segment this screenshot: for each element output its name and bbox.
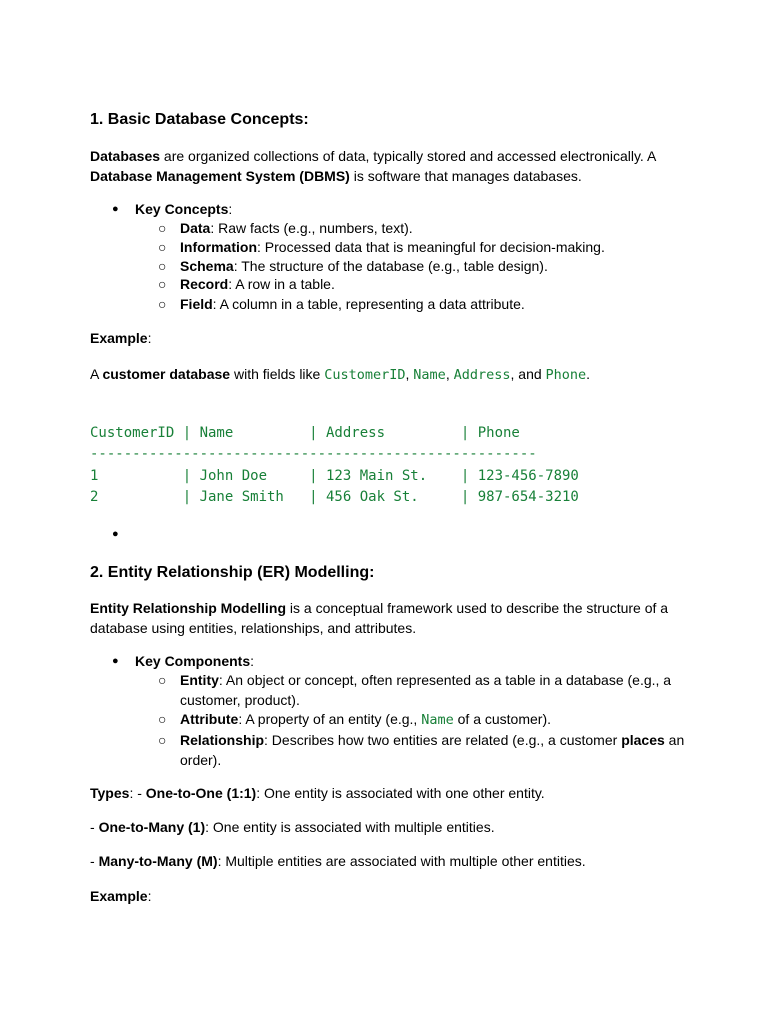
paragraph: [90, 852, 586, 872]
text: : An object or concept, often represented as a table in a database (e.g., a: [218, 672, 672, 688]
text: order).: [180, 751, 222, 768]
bold-term: Information: [180, 239, 257, 255]
bold-term: Key Components: [135, 653, 251, 669]
text: : A column in a table, representing a data attribute.: [212, 296, 525, 312]
list-item: Key Concepts:: [135, 201, 233, 217]
text: of a customer).: [453, 711, 551, 727]
bold-term: Database Management System (DBMS): [90, 167, 350, 184]
bold-term: Databases: [90, 148, 161, 164]
inline-code: Name: [421, 712, 454, 728]
list-item: Key Components:: [135, 653, 255, 669]
text: : One entity is associated with multiple entities.: [205, 819, 495, 835]
bold-term: Entity Relationship Modelling: [90, 600, 286, 616]
bold-term: Types: [90, 785, 130, 801]
text: are organized collections of data, typically stored and accessed electronically. A: [160, 148, 657, 164]
text: : -: [129, 785, 146, 801]
list-item: [180, 257, 548, 277]
text: database using entities, relationships, and attributes.: [90, 619, 417, 636]
bold-term: Example: [90, 330, 148, 346]
section-heading: 1. Basic Database Concepts:: [90, 111, 309, 128]
text: : One entity is associated with one other entity.: [256, 785, 545, 801]
list-item: [180, 671, 671, 710]
bold-term: Example: [90, 888, 148, 904]
bullet-icon: ●: [112, 655, 119, 667]
circle-bullet-icon: ○: [158, 711, 167, 727]
text: an: [664, 732, 685, 748]
bold-term: One-to-Many (1): [98, 819, 206, 835]
paragraph: [90, 784, 545, 804]
text: ,: [405, 366, 414, 382]
circle-bullet-icon: ○: [158, 672, 167, 688]
list-item: [180, 731, 684, 770]
text: : A row in a table.: [228, 276, 335, 292]
text: ,: [445, 366, 454, 382]
text: : Multiple entities are associated with multiple other entities.: [217, 853, 586, 869]
bold-term: Many-to-Many (M): [98, 853, 218, 869]
list-item: [180, 238, 605, 258]
inline-code: Address: [453, 367, 511, 383]
text: : A property of an entity (e.g.,: [238, 711, 422, 727]
bold-term: Relationship: [180, 732, 265, 748]
inline-code: CustomerID: [324, 367, 406, 383]
section-heading: 2. Entity Relationship (ER) Modelling:: [90, 564, 375, 581]
bold-term: One-to-One (1:1): [145, 785, 257, 801]
text: , and: [510, 366, 546, 382]
paragraph: [90, 599, 668, 638]
circle-bullet-icon: ○: [158, 220, 167, 236]
bold-term: Key Concepts: [135, 201, 229, 217]
bold-term: Schema: [180, 258, 234, 274]
bold-term: Attribute: [180, 711, 239, 727]
text: : Describes how two entities are related (e.g., a customer: [264, 732, 622, 748]
bullet-icon: ●: [112, 528, 119, 540]
inline-code: Name: [413, 367, 446, 383]
paragraph: [90, 147, 656, 186]
text: .: [586, 366, 591, 382]
bold-term: Field: [180, 296, 213, 312]
circle-bullet-icon: ○: [158, 276, 167, 292]
circle-bullet-icon: ○: [158, 239, 167, 255]
inline-code: Phone: [545, 367, 587, 383]
bold-term: Data: [180, 220, 211, 236]
list-item: [180, 275, 335, 295]
circle-bullet-icon: ○: [158, 258, 167, 274]
text: :: [147, 888, 152, 904]
bold-term: Record: [180, 276, 229, 292]
code-block: CustomerID | Name | Address | Phone ----------------------------------------------------- 1 | John Doe | 123 Main St. | 123-456-7890 2 | Jane Smith | 456 Oak St. | 987-654-3210: [90, 425, 579, 505]
example-label: Example:: [90, 330, 152, 346]
example-label: [90, 887, 151, 907]
text: : Raw facts (e.g., numbers, text).: [210, 220, 413, 236]
list-item: [180, 219, 413, 239]
list-item: [180, 710, 551, 731]
text: is software that manages databases.: [349, 167, 582, 184]
bold-term: customer database: [102, 366, 231, 382]
text: -: [90, 819, 99, 835]
text: : The structure of the database (e.g., table design).: [233, 258, 548, 274]
paragraph: [90, 818, 495, 838]
example-paragraph: [90, 365, 590, 386]
text: A: [90, 366, 103, 382]
text: with fields like: [230, 366, 325, 382]
text: : Processed data that is meaningful for decision-making.: [257, 239, 605, 255]
circle-bullet-icon: ○: [158, 296, 167, 312]
list-item: [180, 295, 525, 315]
text: customer, product).: [180, 691, 300, 708]
text: -: [90, 853, 99, 869]
bold-term: Entity: [180, 672, 219, 688]
bold-term: places: [621, 732, 665, 748]
circle-bullet-icon: ○: [158, 732, 167, 748]
bullet-icon: ●: [112, 203, 119, 215]
text: is a conceptual framework used to describe the structure of a: [286, 600, 669, 616]
